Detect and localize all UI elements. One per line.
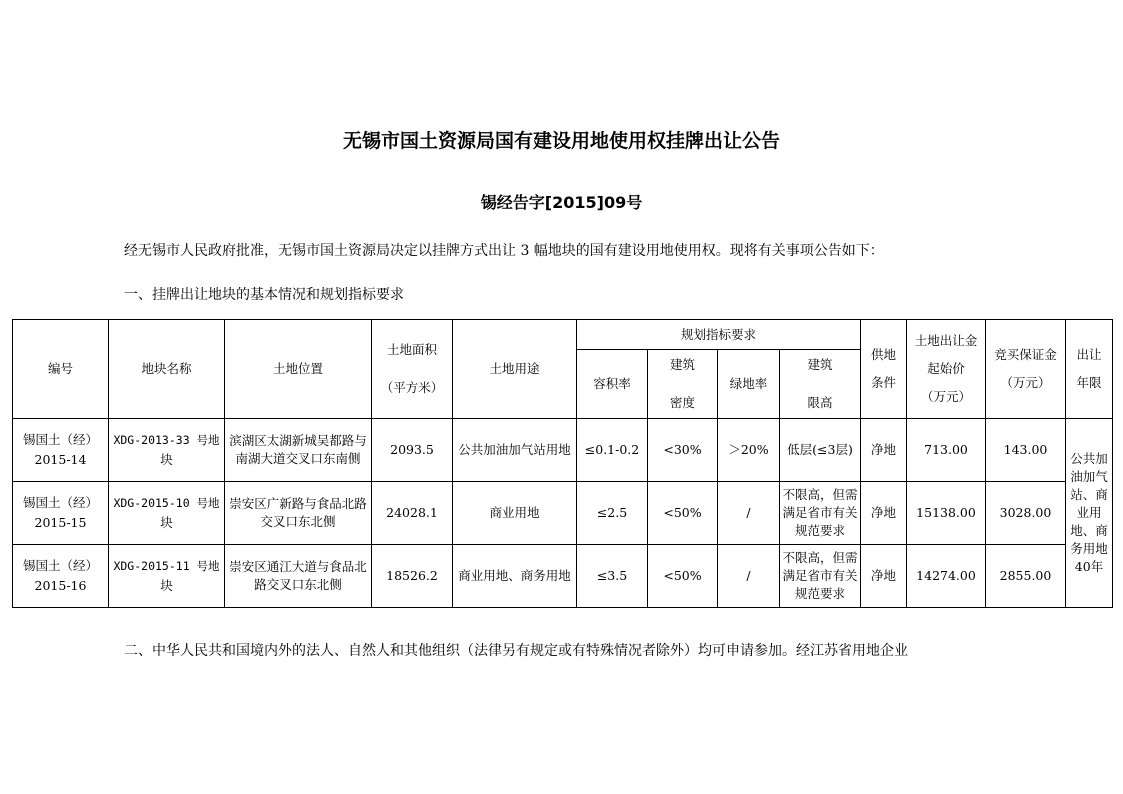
cell-name: XDG-2015-11 号地 块 (109, 545, 225, 608)
header-number: 编号 (13, 320, 109, 419)
intro-paragraph: 经无锡市人民政府批准，无锡市国土资源局决定以挂牌方式出让 3 幅地块的国有建设用地使用权。现将有关事项公告如下： (124, 243, 884, 259)
cell-use: 商业用地、商务用地 (453, 545, 577, 608)
parcel-table (12, 319, 1113, 608)
cell-supply: 净地 (861, 419, 907, 482)
header-green-ratio: 绿地率 (718, 350, 780, 419)
header-area: 土地面积 （平方米） (372, 320, 453, 419)
cell-price: 14274.00 (907, 545, 986, 608)
header-name: 地块名称 (109, 320, 225, 419)
cell-far: ≤3.5 (577, 545, 648, 608)
cell-green-ratio: / (718, 482, 780, 545)
cell-use: 商业用地 (453, 482, 577, 545)
cell-area: 24028.1 (372, 482, 453, 545)
header-deposit: 竞买保证金 （万元） (986, 320, 1066, 419)
cell-location: 崇安区通江大道与食品北路交叉口东北侧 (225, 545, 372, 608)
cell-height: 不限高，但需满足省市有关规范要求 (780, 482, 861, 545)
document-number: 锡经告字[2015]09号 (480, 193, 643, 212)
header-density: 建筑 密度 (648, 350, 718, 419)
cell-location: 滨湖区太湖新城吴都路与南湖大道交叉口东南侧 (225, 419, 372, 482)
header-supply: 供地 条件 (861, 320, 907, 419)
cell-area: 18526.2 (372, 545, 453, 608)
header-location: 土地位置 (225, 320, 372, 419)
cell-use: 公共加油加气站用地 (453, 419, 577, 482)
cell-density: <50% (648, 545, 718, 608)
table-header-row (13, 320, 1113, 350)
cell-density: <30% (648, 419, 718, 482)
cell-far: ≤0.1-0.2 (577, 419, 648, 482)
header-price: 土地出让金 起始价 （万元） (907, 320, 986, 419)
cell-price: 15138.00 (907, 482, 986, 545)
cell-density: <50% (648, 482, 718, 545)
section-1-heading: 一、挂牌出让地块的基本情况和规划指标要求 (124, 287, 404, 303)
cell-far: ≤2.5 (577, 482, 648, 545)
cell-number: 锡国土（经） 2015-15 (13, 482, 109, 545)
cell-deposit: 3028.00 (986, 482, 1066, 545)
cell-supply: 净地 (861, 482, 907, 545)
cell-number: 锡国土（经） 2015-14 (13, 419, 109, 482)
cell-term-merged: 公共加油加气站、商业用地、商务用地40年 (1066, 419, 1113, 608)
header-planning-group: 规划指标要求 (577, 320, 861, 350)
cell-green-ratio: / (718, 545, 780, 608)
cell-price: 713.00 (907, 419, 986, 482)
cell-green-ratio: ＞20% (718, 419, 780, 482)
header-height: 建筑 限高 (780, 350, 861, 419)
header-use: 土地用途 (453, 320, 577, 419)
cell-area: 2093.5 (372, 419, 453, 482)
header-far: 容积率 (577, 350, 648, 419)
cell-supply: 净地 (861, 545, 907, 608)
cell-name: XDG-2015-10 号地 块 (109, 482, 225, 545)
cell-deposit: 143.00 (986, 419, 1066, 482)
cell-deposit: 2855.00 (986, 545, 1066, 608)
header-term: 出让 年限 (1066, 320, 1113, 419)
cell-height: 不限高，但需满足省市有关规范要求 (780, 545, 861, 608)
cell-number: 锡国土（经） 2015-16 (13, 545, 109, 608)
table-row (13, 482, 1113, 545)
table-row (13, 419, 1113, 482)
section-2-paragraph: 二、中华人民共和国境内外的法人、自然人和其他组织（法律另有规定或有特殊情况者除外）均可申请参加。经江苏省用地企业 (124, 643, 908, 659)
cell-location: 崇安区广新路与食品北路交叉口东北侧 (225, 482, 372, 545)
notice-title: 无锡市国土资源局国有建设用地使用权挂牌出让公告 (342, 130, 780, 152)
table-row (13, 545, 1113, 608)
cell-name: XDG-2013-33 号地 块 (109, 419, 225, 482)
cell-height: 低层(≤3层) (780, 419, 861, 482)
